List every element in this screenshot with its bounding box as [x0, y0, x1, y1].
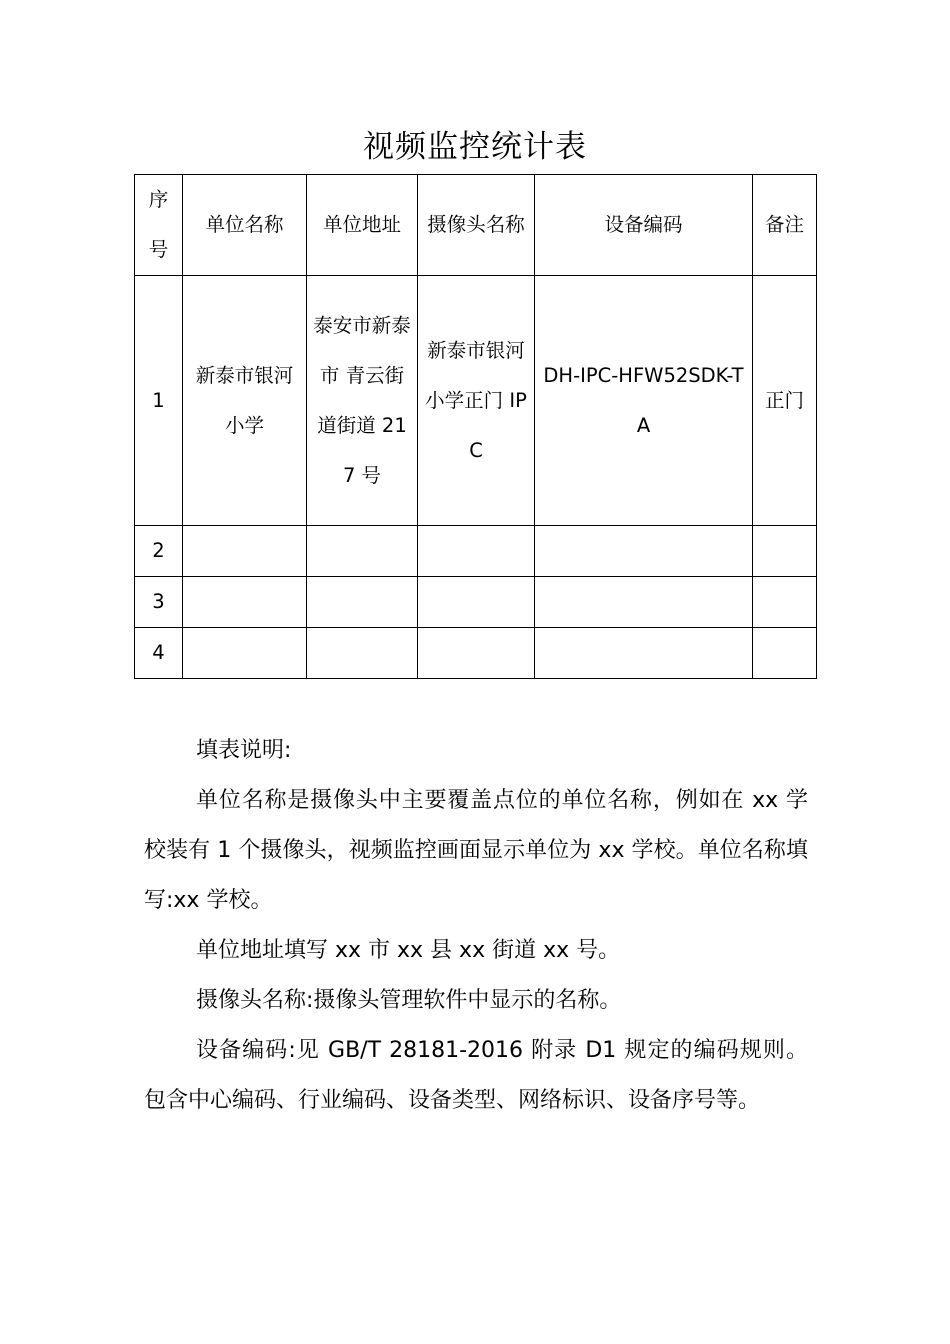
instruction-paragraph: 设备编码:见 GB/T 28181-2016 附录 D1 规定的编码规则。包含中心编码、行业编码、设备类型、网络标识、设备序号等。 [144, 1038, 808, 1113]
cell-no: 3 [135, 577, 183, 628]
page-title: 视频监控统计表 [363, 129, 587, 165]
header-cell: 备注 [753, 175, 817, 276]
cell-remark [753, 577, 817, 628]
cell-no: 4 [135, 628, 183, 679]
cell-unit-name: 新泰市银河小学 [183, 276, 307, 526]
table-row [135, 628, 817, 679]
table-row [135, 276, 817, 526]
cell-camera-name: 新泰市银河小学正门 IPC [418, 276, 535, 526]
cell-device-code [535, 577, 753, 628]
cell-remark: 正门 [753, 276, 817, 526]
cell-remark [753, 628, 817, 679]
header-cell: 序号 [135, 175, 183, 276]
header-cell: 设备编码 [535, 175, 753, 276]
table-row [135, 526, 817, 577]
cell-camera-name [418, 526, 535, 577]
cell-device-code [535, 628, 753, 679]
filling-instructions [144, 726, 808, 1126]
cell-camera-name [418, 628, 535, 679]
instruction-paragraph: 单位地址填写 xx 市 xx 县 xx 街道 xx 号。 [196, 938, 621, 963]
cell-unit-name [183, 628, 307, 679]
instruction-paragraph: 单位名称是摄像头中主要覆盖点位的单位名称，例如在 xx 学校装有 1 个摄像头，视频监控画面显示单位为 xx 学校。单位名称填写:xx 学校。 [144, 788, 808, 913]
cell-camera-name [418, 577, 535, 628]
video-monitoring-table [134, 174, 817, 679]
header-cell: 单位地址 [307, 175, 418, 276]
table-header-row [135, 175, 817, 276]
cell-unit-name [183, 526, 307, 577]
cell-unit-name [183, 577, 307, 628]
cell-unit-address [307, 628, 418, 679]
cell-unit-address: 泰安市新泰市 青云街道街道 217 号 [307, 276, 418, 526]
cell-no: 1 [135, 276, 183, 526]
cell-remark [753, 526, 817, 577]
header-cell: 单位名称 [183, 175, 307, 276]
cell-no: 2 [135, 526, 183, 577]
instruction-paragraph: 摄像头名称:摄像头管理软件中显示的名称。 [196, 988, 622, 1013]
cell-device-code: DH-IPC-HFW52SDK-TA [535, 276, 753, 526]
cell-unit-address [307, 526, 418, 577]
instructions-heading: 填表说明: [196, 738, 292, 763]
table-row [135, 577, 817, 628]
cell-unit-address [307, 577, 418, 628]
cell-device-code [535, 526, 753, 577]
header-cell: 摄像头名称 [418, 175, 535, 276]
